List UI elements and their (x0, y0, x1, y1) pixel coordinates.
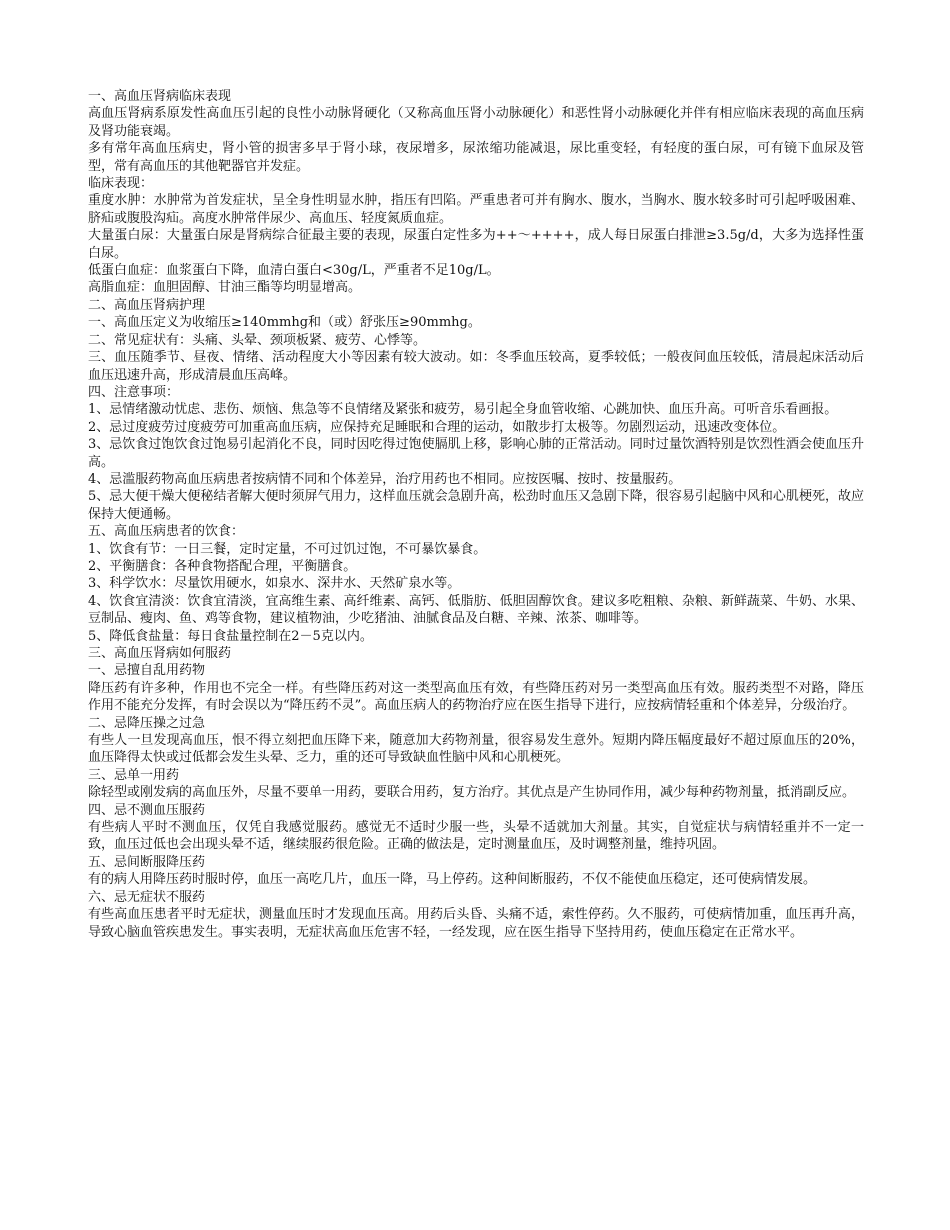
list-item: 5、忌大便干燥大便秘结者解大便时须屏气用力，这样血压就会急剧升高，松劲时血压又急剧下降，很容易引起脑中风和心肌梗死，故应保持大便通畅。 (88, 489, 864, 522)
paragraph: 二、常见症状有：头痛、头晕、颈项板紧、疲劳、心悸等。 (88, 332, 427, 348)
paragraph: 高脂血症：血胆固醇、甘油三酯等均明显增高。 (88, 280, 362, 296)
section-heading: 二、高血压肾病护理 (88, 297, 206, 313)
paragraph: 高血压肾病系原发性高血压引起的良性小动脉肾硬化（又称高血压肾小动脉硬化）和恶性肾小动脉硬化并伴有相应临床表现的高血压病及肾功能衰竭。 (88, 106, 864, 139)
paragraph: 一、高血压定义为收缩压≥140mmhg和（或）舒张压≥90mmhg。 (88, 315, 481, 331)
paragraph: 除轻型或刚发病的高血压外，尽量不要单一用药，要联合用药，复方治疗。其优点是产生协同作用，减少每种药物剂量，抵消副反应。 (88, 785, 856, 801)
paragraph: 三、血压随季节、昼夜、情绪、活动程度大小等因素有较大波动。如：冬季血压较高，夏季较低；一般夜间血压较低，清晨起床活动后血压迅速升高，形成清晨血压高峰。 (88, 350, 864, 383)
list-item: 4、饮食宜清淡：饮食宜清淡，宜高维生素、高纤维素、高钙、低脂肪、低胆固醇饮食。建议多吃粗粮、杂粮、新鲜蔬菜、牛奶、水果、豆制品、瘦肉、鱼、鸡等食物，建议植物油，少吃猪油、油腻食品及白糖、辛辣、浓茶、咖啡等。 (88, 593, 864, 627)
subheading: 四、忌不测血压服药 (88, 802, 206, 818)
paragraph: 有些人一旦发现高血压，恨不得立刻把血压降下来，随意加大药物剂量，很容易发生意外。短期内降压幅度最好不超过原血压的20%，血压降得太快或过低都会发生头晕、乏力，重的还可导致缺血性脑中风和心肌梗死。 (88, 733, 864, 766)
list-item: 2、忌过度疲劳过度疲劳可加重高血压病，应保持充足睡眠和合理的运动，如散步打太极等。勿剧烈运动，迅速改变体位。 (88, 419, 786, 435)
subheading: 六、忌无症状不服药 (88, 889, 206, 905)
list-item: 3、忌饮食过饱饮食过饱易引起消化不良，同时因吃得过饱使膈肌上移，影响心肺的正常活动。同时过量饮酒特别是饮烈性酒会使血压升高。 (88, 437, 864, 470)
subheading: 五、高血压病患者的饮食： (88, 524, 245, 540)
paragraph: 多有常年高血压病史，肾小管的损害多早于肾小球，夜尿增多，尿浓缩功能减退，尿比重变轻，有轻度的蛋白尿，可有镜下血尿及管型，常有高血压的其他靶器官并发症。 (88, 141, 864, 174)
list-item: 1、饮食有节：一日三餐，定时定量，不可过饥过饱，不可暴饮暴食。 (88, 541, 487, 557)
section-heading: 一、高血压肾病临床表现 (88, 89, 232, 104)
list-item: 3、科学饮水：尽量饮用硬水，如泉水、深井水、天然矿泉水等。 (88, 576, 461, 592)
list-item: 1、忌情绪激动忧虑、悲伤、烦恼、焦急等不良情绪及紧张和疲劳，易引起全身血管收缩、心跳加快、血压升高。可听音乐看画报。 (88, 402, 838, 418)
list-item: 5、降低食盐量：每日食盐量控制在2－5克以内。 (88, 628, 373, 644)
subheading: 三、忌单一用药 (88, 767, 180, 783)
paragraph: 有的病人用降压药时服时停，血压一高吃几片，血压一降，马上停药。这种间断服药，不仅不能使血压稳定，还可使病情发展。 (88, 872, 817, 888)
section-heading: 三、高血压肾病如何服药 (88, 646, 232, 661)
subheading: 四、注意事项： (88, 384, 180, 400)
paragraph: 低蛋白血症：血浆蛋白下降，血清白蛋白<30g/L，严重者不足10g/L。 (88, 263, 500, 279)
subheading: 临床表现： (88, 176, 154, 192)
subheading: 一、忌擅自乱用药物 (88, 663, 206, 679)
list-item: 4、忌滥服药物高血压病患者按病情不同和个体差异，治疗用药也不相同。应按医嘱、按时、按量服药。 (88, 471, 682, 487)
subheading: 五、忌间断服降压药 (88, 854, 206, 870)
paragraph: 大量蛋白尿：大量蛋白尿是肾病综合征最主要的表现，尿蛋白定性多为++～++++，成人每日尿蛋白排泄≥3.5g/d，大多为选择性蛋白尿。 (88, 228, 864, 261)
paragraph: 有些高血压患者平时无症状，测量血压时才发现血压高。用药后头昏、头痛不适，索性停药。久不服药，可使病情加重，血压再升高，导致心脑血管疾患发生。事实表明，无症状高血压危害不轻，一经发现，应在医生指导下坚持用药，使血压稳定在正常水平。 (88, 907, 864, 940)
paragraph: 有些病人平时不测血压，仅凭自我感觉服药。感觉无不适时少服一些，头晕不适就加大剂量。其实，自觉症状与病情轻重并不一定一致，血压过低也会出现头晕不适，继续服药很危险。正确的做法是，定时测量血压，及时调整剂量，维持巩固。 (88, 820, 864, 853)
paragraph: 降压药有许多种，作用也不完全一样。有些降压药对这一类型高血压有效，有些降压药对另一类型高血压有效。服药类型不对路，降压作用不能充分发挥，有时会误以为“降压药不灵”。高血压病人的药物治疗应在医生指导下进行，应按病情轻重和个体差异，分级治疗。 (88, 680, 864, 714)
paragraph: 重度水肿：水肿常为首发症状，呈全身性明显水肿，指压有凹陷。严重患者可并有胸水、腹水，当胸水、腹水较多时可引起呼吸困难、脐疝或腹股沟疝。高度水肿常伴尿少、高血压、轻度氮质血症。 (88, 193, 864, 226)
subheading: 二、忌降压操之过急 (88, 715, 206, 731)
document-page (88, 88, 864, 941)
list-item: 2、平衡膳食：各种食物搭配合理，平衡膳食。 (88, 558, 357, 574)
